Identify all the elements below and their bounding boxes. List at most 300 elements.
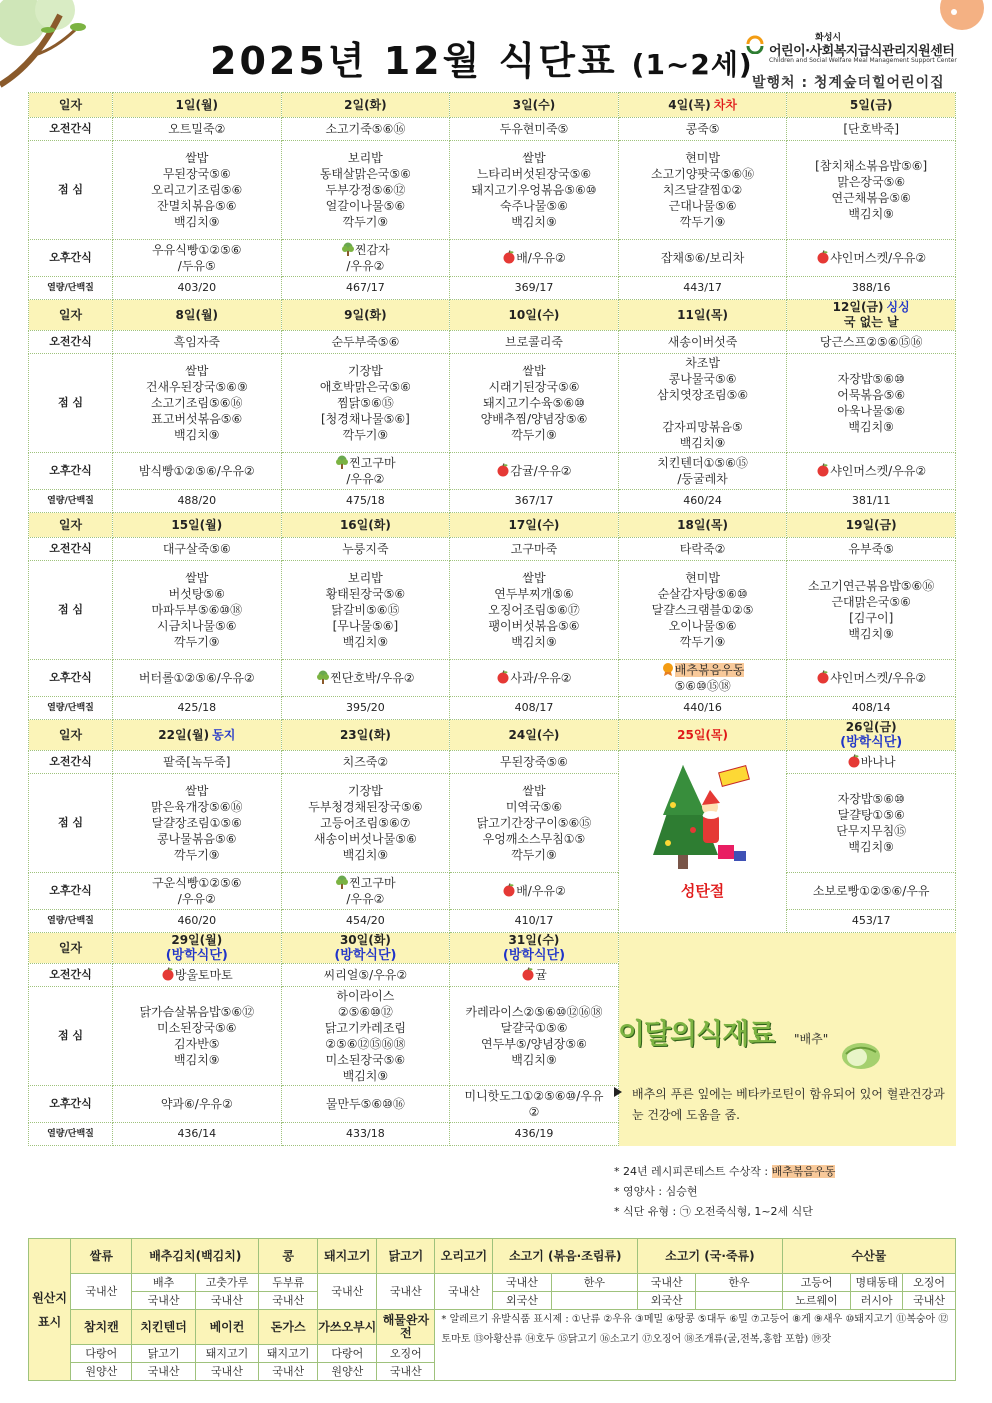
lunch-item: 연두부찌개⑤⑥ — [494, 587, 574, 601]
lunch-item: 달걀장조림①⑤⑥ — [151, 816, 242, 830]
pm-snack-text: 샤인머스켓/우유② — [830, 251, 927, 265]
pm-snack-text: 사과/우유② — [510, 671, 572, 685]
pm-snack-text: /두유⑤ — [177, 259, 216, 273]
row-label: 열량/단백질 — [29, 910, 113, 933]
am-snack-text: 유부죽⑤ — [848, 542, 894, 556]
row-label: 오전간식 — [29, 118, 113, 141]
date-sub: (방학식단) — [502, 948, 566, 963]
am-snack-text: 콩죽⑤ — [685, 122, 720, 136]
origin-h-seafood: 수산물 — [782, 1239, 955, 1274]
am-snack — [113, 331, 282, 354]
pm-snack — [113, 240, 282, 277]
am-snack — [787, 331, 956, 354]
apple-icon — [496, 670, 510, 684]
lunch-item: 쌀밥 — [185, 364, 209, 378]
pm-snack-text: 우유식빵①②⑤⑥ — [152, 243, 242, 257]
lunch-item: 닭고기카레조림 — [324, 1021, 406, 1035]
lunch-item: 깍두기⑨ — [174, 848, 220, 862]
pm-snack — [281, 453, 450, 490]
lunch-item: 시금치나물⑤⑥ — [157, 619, 237, 633]
pm-snack — [787, 873, 956, 910]
date-label: 16일(화) — [339, 518, 391, 532]
pm-snack-line — [452, 1104, 616, 1120]
row-label: 오후간식 — [29, 660, 113, 697]
pm-snack-text: 미니핫도그①②⑤⑥⑩/우유 — [464, 1089, 604, 1103]
title-text: 2025년 12월 식단표 — [210, 39, 618, 83]
lunch-item: 소고기양팟국⑤⑥⑯ — [651, 167, 755, 181]
row-label: 점 심 — [29, 987, 113, 1086]
lunch-item: 쌀밥 — [522, 364, 546, 378]
lunch-item: 표고버섯볶음⑤⑥ — [151, 412, 243, 426]
pm-snack-text: ⑤⑥⑩⑮⑱ — [674, 679, 731, 693]
origin-h2-4: 가쓰오부시 — [318, 1310, 377, 1345]
lunch-item: 쌀밥 — [522, 571, 546, 585]
date-label: 25일(목) — [677, 728, 728, 742]
lunch-item: 숙주나물⑤⑥ — [500, 199, 568, 213]
lunch-item: 쌀밥 — [522, 151, 546, 165]
pm-snack-line — [115, 670, 279, 686]
origin-r2b-0: 원양산 — [71, 1363, 132, 1381]
am-snack — [450, 538, 619, 561]
origin-h-pork: 돼지고기 — [318, 1239, 377, 1274]
row-label: 오전간식 — [29, 964, 113, 987]
pm-snack-text: /둥굴레차 — [677, 472, 728, 486]
am-snack-text: 새송이버섯죽 — [667, 335, 738, 349]
date-label: 15일(월) — [171, 518, 223, 532]
lunch-item: 백김치⑨ — [848, 627, 894, 641]
pm-snack-line — [284, 1096, 448, 1112]
week-4-am-row — [29, 751, 956, 774]
lunch-item: 두부강정⑤⑥⑫ — [325, 183, 406, 197]
lunch-menu — [618, 561, 787, 660]
pm-snack-line — [789, 670, 953, 686]
lunch-item: 닭가슴살볶음밥⑤⑥⑫ — [139, 1005, 255, 1019]
lunch-item: 백김치⑨ — [848, 840, 894, 854]
origin-beef1-3 — [551, 1292, 638, 1310]
award-icon — [661, 662, 675, 676]
am-snack — [113, 538, 282, 561]
lunch-item: 소고기연근볶음밥⑤⑥⑯ — [808, 579, 935, 593]
kcal-protein: 425/18 — [113, 697, 282, 720]
page-title — [210, 30, 753, 85]
pm-snack-line — [115, 1096, 279, 1112]
pm-snack-text: 구운식빵①②⑤⑥ — [152, 876, 242, 890]
am-snack-text: 무된장죽⑤⑥ — [500, 755, 568, 769]
date-label: 31일(수) — [508, 933, 560, 947]
lunch-item: 삼치엿장조림⑤⑥ — [657, 388, 749, 402]
am-snack — [281, 331, 450, 354]
pm-snack — [450, 453, 619, 490]
note-dietitian: * 영양사 : 심승현 — [614, 1185, 698, 1198]
tree-icon — [341, 242, 355, 256]
lunch-item: 깍두기⑨ — [174, 635, 220, 649]
lunch-item: 애호박맑은국⑤⑥ — [319, 380, 411, 394]
lunch-item: 돼지고기우엉볶음⑤⑥⑩ — [471, 183, 597, 197]
am-snack-text: 당근스프②⑤⑥⑮⑯ — [819, 335, 923, 349]
lunch-item: 기장밥 — [348, 364, 383, 378]
date-extra: 싱싱 — [886, 300, 910, 314]
am-snack-text: 대구살죽⑤⑥ — [162, 542, 231, 556]
apple-icon — [502, 883, 516, 897]
pm-snack-line — [452, 250, 616, 266]
origin-sea-sub-0: 고등어 — [782, 1274, 851, 1292]
kcal-protein: 440/16 — [618, 697, 787, 720]
day-date — [113, 933, 282, 964]
kcal-protein: 410/17 — [450, 910, 619, 933]
apple-icon — [816, 463, 830, 477]
lunch-item: 깍두기⑨ — [679, 635, 726, 649]
pm-snack-text: 배/우유② — [516, 884, 566, 898]
pm-snack-line — [284, 670, 448, 686]
note-contest-prefix: * 24년 레시피콘테스트 수상작 : — [614, 1165, 772, 1178]
lunch-item: 깍두기⑨ — [342, 215, 389, 229]
am-snack-text: 타락죽② — [679, 542, 726, 556]
day-date — [618, 300, 787, 331]
lunch-item: 찜닭⑤⑥⑮ — [337, 396, 394, 410]
row-label: 오후간식 — [29, 240, 113, 277]
pm-snack — [281, 240, 450, 277]
character-decoration — [922, 0, 992, 40]
lunch-item: 자장밥⑤⑥⑩ — [837, 372, 905, 386]
lunch-item: 소고기조림⑤⑥⑯ — [151, 396, 243, 410]
lunch-menu — [787, 774, 956, 873]
org-mark-icon — [745, 34, 765, 54]
origin-h2-5: 해물완자전 — [377, 1310, 435, 1345]
lunch-menu — [281, 141, 450, 240]
date-extra: 차차 — [713, 98, 737, 112]
lunch-item: 쌀밥 — [185, 571, 209, 585]
origin-r2a-0: 다랑어 — [71, 1345, 132, 1363]
lunch-item: 맑은장국⑤⑥ — [837, 175, 906, 189]
lunch-item: 근대맑은국⑤⑥ — [831, 595, 911, 609]
meal-table — [28, 92, 956, 1146]
date-label: 12일(금) — [832, 300, 884, 314]
lunch-item: 오이나물⑤⑥ — [668, 619, 737, 633]
row-label: 열량/단백질 — [29, 1123, 113, 1146]
lunch-menu — [281, 354, 450, 453]
lunch-item: 자장밥⑤⑥⑩ — [837, 792, 905, 806]
lunch-item: 현미밥 — [685, 151, 720, 165]
am-snack-text: 누룽지죽 — [342, 542, 389, 556]
am-snack-text: 고구마죽 — [510, 542, 558, 556]
origin-r2b-1: 국내산 — [132, 1363, 195, 1381]
lunch-item: 백김치⑨ — [174, 1053, 220, 1067]
row-label: 점 심 — [29, 141, 113, 240]
lunch-item: 느타리버섯된장국⑤⑥ — [476, 167, 592, 181]
pm-snack-text: 찐고구마 — [349, 876, 396, 890]
am-snack-text: 소고기죽⑤⑥⑯ — [325, 122, 406, 136]
lunch-item: 김자반⑤ — [174, 1037, 220, 1051]
note-contest-dish: 배추볶음우동 — [771, 1165, 836, 1178]
week-4-lu-row — [29, 774, 956, 873]
date-label: 22일(월) — [158, 728, 210, 742]
origin-r2a-5: 오징어 — [377, 1345, 435, 1363]
lunch-item: 미소된장국⑤⑥ — [325, 1053, 406, 1067]
week-1-kc-row — [29, 277, 956, 300]
am-snack — [450, 331, 619, 354]
apple-icon — [816, 250, 830, 264]
origin-r2b-5: 국내산 — [377, 1363, 435, 1381]
date-label: 5일(금) — [849, 98, 893, 112]
date-label: 19일(금) — [845, 518, 897, 532]
origin-r2b-4: 원양산 — [318, 1363, 377, 1381]
origin-r2b-2: 국내산 — [195, 1363, 258, 1381]
date-sub: 국 없는 날 — [843, 315, 899, 329]
lunch-item: 깍두기⑨ — [511, 848, 557, 862]
lunch-item: 두부청경채된장국⑤⑥ — [308, 800, 423, 814]
week-3-lu-row — [29, 561, 956, 660]
date-label: 1일(월) — [175, 98, 219, 112]
week-4-kc-row — [29, 910, 956, 933]
pm-snack — [281, 660, 450, 697]
lunch-item: 돼지고기수육⑤⑥⑩ — [483, 396, 585, 410]
pm-snack-text: 치킨텐더①⑤⑥⑮ — [657, 456, 748, 470]
lunch-item: 단무지무침⑮ — [836, 824, 907, 838]
lunch-item: 백김치⑨ — [679, 436, 726, 450]
pm-snack-line — [452, 463, 616, 479]
origin-h2-0: 참치캔 — [71, 1310, 132, 1345]
am-snack-text: [단호박죽] — [843, 122, 900, 136]
apple-icon — [161, 967, 175, 981]
allergy-notice: * 알레르기 유발식품 표시제 : ①난류 ②우유 ③메밀 ④땅콩 ⑤대두 ⑥밀 ⑦고등어 ⑧게 ⑨새우 ⑩돼지고기 ⑪복숭아 ⑫토마토 ⑬아황산류 ⑭호두 ⑮닭고기 ⑯소고기 ⑰오징어 ⑱조개류(굴,전복,홍합 포함) ⑲잣 — [435, 1310, 956, 1381]
pm-snack-line — [452, 670, 616, 686]
date-label: 29일(월) — [171, 933, 223, 947]
lunch-item: 차조밥 — [685, 356, 720, 370]
date-sub: (방학식단) — [840, 735, 903, 750]
kcal-protein: 395/20 — [281, 697, 450, 720]
pm-snack-line — [284, 875, 448, 891]
row-label: 일자 — [29, 933, 113, 964]
pm-snack-text: 감귤/우유② — [510, 464, 572, 478]
am-snack-text: 방울토마토 — [174, 968, 233, 982]
lunch-item: 감자피망볶음⑤ — [662, 420, 743, 434]
lunch-item: 닭갈비⑤⑥⑮ — [331, 603, 400, 617]
row-label: 오전간식 — [29, 751, 113, 774]
pm-snack-line — [284, 242, 448, 258]
lunch-item: 백김치⑨ — [174, 428, 220, 442]
lunch-item: 깍두기⑨ — [679, 215, 726, 229]
kcal-protein: 488/20 — [113, 490, 282, 513]
lunch-item: 백김치⑨ — [511, 215, 557, 229]
title-age: (1~2세) — [631, 48, 753, 81]
row-label: 오후간식 — [29, 873, 113, 910]
day-date — [281, 720, 450, 751]
day-date — [113, 93, 282, 118]
lunch-item: 보리밥 — [348, 151, 383, 165]
apple-icon — [521, 967, 535, 981]
lunch-item: 연근채볶음⑤⑥ — [831, 191, 911, 205]
pm-snack — [450, 660, 619, 697]
pm-snack — [113, 660, 282, 697]
date-label: 17일(수) — [508, 518, 560, 532]
kcal-protein: 436/14 — [113, 1123, 282, 1146]
day-date — [450, 720, 619, 751]
lunch-item: [청경채나물⑤⑥] — [320, 412, 410, 426]
day-date — [450, 300, 619, 331]
lunch-item: 백김치⑨ — [848, 420, 894, 434]
christmas-tree-icon — [648, 755, 758, 875]
date-label: 24일(수) — [508, 728, 560, 742]
lunch-menu — [113, 141, 282, 240]
origin-beef2-1: 한우 — [696, 1274, 783, 1292]
pm-snack-text: 샤인머스켓/우유② — [830, 464, 927, 478]
kcal-protein: 460/20 — [113, 910, 282, 933]
origin-h-kimchi: 배추김치(백김치) — [132, 1239, 259, 1274]
kcal-protein: 443/17 — [618, 277, 787, 300]
lunch-item: 새송이버섯나물⑤⑥ — [314, 832, 417, 846]
origin-h-rice: 쌀류 — [71, 1239, 132, 1274]
kcal-protein: 369/17 — [450, 277, 619, 300]
pm-snack — [450, 873, 619, 910]
day-date — [281, 933, 450, 964]
lunch-menu — [113, 987, 282, 1086]
date-label: 2일(화) — [344, 98, 387, 112]
lunch-item: 백김치⑨ — [174, 215, 220, 229]
lunch-item: 동태살맑은국⑤⑥ — [319, 167, 411, 181]
pm-snack-line — [621, 250, 785, 266]
lunch-item: 백김치⑨ — [848, 207, 894, 221]
row-label: 점 심 — [29, 354, 113, 453]
date-label: 9일(화) — [344, 308, 387, 322]
row-label: 일자 — [29, 720, 113, 751]
pm-snack — [281, 1086, 450, 1123]
lunch-item: 무된장국⑤⑥ — [162, 167, 231, 181]
pm-snack — [281, 873, 450, 910]
lunch-item: 시래기된장국⑤⑥ — [488, 380, 580, 394]
apple-icon — [847, 754, 861, 768]
org-english: Children and Social Welfare Meal Management Support Center — [769, 57, 957, 64]
am-snack-text: 씨리얼⑤/우유② — [323, 968, 408, 982]
origin-r2a-3: 돼지고기 — [259, 1345, 318, 1363]
lunch-item: 백김치⑨ — [342, 848, 389, 862]
notes — [614, 1162, 959, 1222]
week-4-pm-row — [29, 873, 956, 910]
am-snack-text: 브로콜리죽 — [505, 335, 563, 349]
date-extra: 동지 — [212, 728, 236, 742]
lunch-item: ②⑤⑥⑫⑮⑯⑱ — [325, 1037, 406, 1051]
ingredient-text-2: 눈 건강에 도움을 줌. — [632, 1108, 740, 1122]
lunch-item: 치즈달걀찜①② — [662, 183, 743, 197]
am-snack — [618, 538, 787, 561]
pm-snack — [618, 660, 787, 697]
am-snack-text: 귤 — [535, 968, 547, 982]
lunch-item: 백김치⑨ — [342, 1069, 389, 1083]
origin-h2-3: 돈가스 — [259, 1310, 318, 1345]
origin-beef1-1: 한우 — [551, 1274, 638, 1292]
tree-icon — [316, 670, 330, 684]
row-label: 열량/단백질 — [29, 697, 113, 720]
origin-rice: 국내산 — [71, 1274, 132, 1310]
lunch-item: 백김치⑨ — [511, 635, 557, 649]
lunch-item: 쌀밥 — [185, 784, 209, 798]
row-label: 열량/단백질 — [29, 277, 113, 300]
lunch-item: 근대나물⑤⑥ — [668, 199, 737, 213]
origin-bean-val: 국내산 — [259, 1292, 318, 1310]
lunch-item: 양배추찜/양념장⑤⑥ — [480, 412, 588, 426]
lunch-item: 쌀밥 — [522, 784, 546, 798]
week-1-dh-row — [29, 93, 956, 118]
lunch-menu — [618, 354, 787, 453]
origin-h2-1: 치킨텐더 — [132, 1310, 195, 1345]
pm-snack — [113, 873, 282, 910]
ingredient-title: 이달의식재료 — [618, 1017, 775, 1050]
day-date — [787, 300, 956, 331]
row-label: 일자 — [29, 93, 113, 118]
tree-branch-decoration — [0, 0, 110, 95]
lunch-item: 닭고기간장구이⑤⑥⑮ — [476, 816, 592, 830]
am-snack-text: 순두부죽⑤⑥ — [331, 335, 400, 349]
origin-kimchi-val-1: 국내산 — [195, 1292, 258, 1310]
day-date — [450, 513, 619, 538]
pm-snack-line — [115, 242, 279, 258]
note-menu-type: * 식단 유형 : ㉠ 오전죽식형, 1~2세 식단 — [614, 1205, 813, 1218]
kcal-protein: 388/16 — [787, 277, 956, 300]
pm-snack-text: /우유② — [346, 892, 385, 906]
lunch-item: 달걀탕①⑤⑥ — [837, 808, 905, 822]
am-snack — [281, 751, 450, 774]
row-label: 일자 — [29, 513, 113, 538]
origin-kimchi-sub-1: 고춧가루 — [195, 1274, 258, 1292]
row-label: 열량/단백질 — [29, 490, 113, 513]
lunch-item: 기장밥 — [348, 784, 383, 798]
origin-h-beef2: 소고기 (국·죽류) — [638, 1239, 783, 1274]
row-label: 오전간식 — [29, 331, 113, 354]
christmas-cell — [618, 751, 787, 933]
lunch-item: 카레라이스②⑤⑥⑩⑫⑯⑱ — [465, 1005, 603, 1019]
origin-bean-sub: 두부류 — [259, 1274, 318, 1292]
lunch-item: 황태된장국⑤⑥ — [325, 587, 406, 601]
pm-snack-line — [115, 258, 279, 274]
origin-beef2-0: 국내산 — [638, 1274, 696, 1292]
apple-icon — [502, 250, 516, 264]
pm-snack-text: 찐고구마 — [349, 456, 396, 470]
pm-snack-text: 찐단호박/우유② — [330, 671, 415, 685]
kcal-protein: 436/19 — [450, 1123, 619, 1146]
date-label: 4일(목) — [668, 98, 711, 112]
lunch-item: 건새우된장국⑤⑥⑨ — [145, 380, 248, 394]
kcal-protein: 454/20 — [281, 910, 450, 933]
pm-snack-line — [115, 891, 279, 907]
week-1-am-row — [29, 118, 956, 141]
day-date — [281, 300, 450, 331]
origin-kimchi-val-0: 국내산 — [132, 1292, 195, 1310]
lunch-item: 마파두부⑤⑥⑩⑱ — [151, 603, 243, 617]
week-5-dh-row — [29, 933, 956, 964]
lunch-menu — [787, 141, 956, 240]
lunch-item: 우엉깨소스무침①⑤ — [482, 832, 586, 846]
kcal-protein: 408/14 — [787, 697, 956, 720]
pm-snack-text: 버터롤①②⑤⑥/우유② — [138, 671, 255, 685]
lunch-item: 콩나물볶음⑤⑥ — [157, 832, 237, 846]
week-3-kc-row — [29, 697, 956, 720]
lunch-item: 달걀국①⑤⑥ — [500, 1021, 568, 1035]
origin-label: 원산지 표시 — [29, 1239, 71, 1381]
week-1-pm-row — [29, 240, 956, 277]
pm-snack-text: 샤인머스켓/우유② — [830, 671, 927, 685]
pm-snack-text: 물만두⑤⑥⑩⑯ — [325, 1097, 405, 1111]
origin-h-duck: 오리고기 — [435, 1239, 493, 1274]
lunch-menu — [787, 561, 956, 660]
lunch-item: ②⑤⑥⑩⑫ — [337, 1005, 393, 1019]
am-snack-text: 치즈죽② — [342, 755, 389, 769]
date-sub: (방학식단) — [334, 948, 397, 963]
pm-snack-line — [621, 455, 785, 471]
pm-snack-line — [284, 471, 448, 487]
am-snack — [281, 118, 450, 141]
kcal-protein: 381/11 — [787, 490, 956, 513]
arrow-icon — [614, 1087, 622, 1097]
am-snack — [450, 118, 619, 141]
